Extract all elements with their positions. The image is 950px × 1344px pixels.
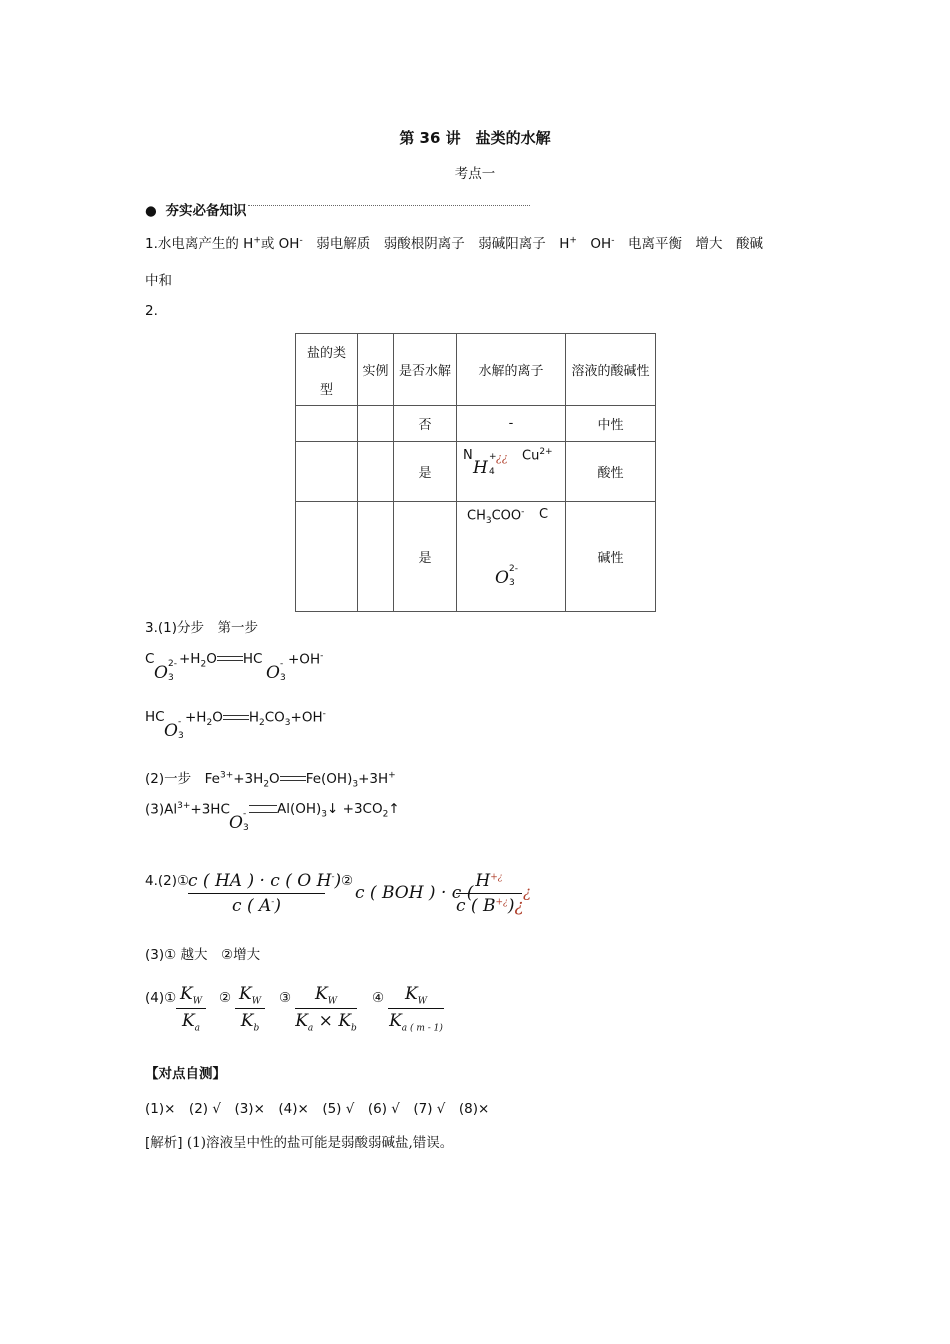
table-row: 是 N H + ¿¿ 4 $Cu^{2+}$ 酸性 bbox=[296, 442, 656, 502]
fraction-kw-kakb: $K_W$ $K_a \times K_b$ bbox=[295, 984, 357, 1034]
circle-3: ③ bbox=[279, 990, 292, 1006]
item3-line2: (2)一步 $Fe^{3+}+3H_2O$ $Fe(OH)_3+3H^+$ bbox=[145, 770, 396, 790]
expr-2-tail: ¿ bbox=[523, 883, 532, 901]
circle-4: ④ bbox=[372, 990, 385, 1006]
equation-2: HC O - 3 $+H_2O$ $H_2CO_3+OH^-$ bbox=[145, 709, 326, 741]
page-title: 第 36 讲 盐类的水解 bbox=[399, 129, 551, 147]
fraction-kw-ka: $K_W$ $K_a$ bbox=[176, 984, 206, 1034]
fraction-2: H+¿ c ( B+¿)¿ bbox=[456, 871, 524, 916]
table-row: 否 - 中性 bbox=[296, 406, 656, 442]
fraction-1: c ( HA ) · c ( O H-) c ( A-) bbox=[188, 871, 342, 916]
circle-2: ② bbox=[341, 873, 354, 889]
section-heading-text: 夯实必备知识 bbox=[165, 203, 247, 219]
item2-label: 2. bbox=[145, 303, 158, 319]
item4-label: 4.(2)① bbox=[145, 873, 190, 889]
header-example: 实例 bbox=[358, 334, 394, 406]
self-test-heading: 【对点自测】 bbox=[145, 1066, 226, 1082]
header-salt-type: 盐的类 型 bbox=[296, 334, 358, 406]
header-hydrolysis: 是否水解 bbox=[394, 334, 457, 406]
section-heading bbox=[145, 199, 246, 219]
item3-line3: $(3)Al^{3+}+3HC$ O - 3 $Al(OH)_3↓$ $+3CO_2↑$ bbox=[145, 801, 400, 833]
fraction-kw-kb: $K_W$ $K_b$ bbox=[235, 984, 265, 1034]
item1-line2: 中和 bbox=[145, 273, 172, 289]
analysis: [解析] (1)溶液呈中性的盐可能是弱酸弱碱盐,错误。 bbox=[145, 1135, 454, 1151]
equilibrium-arrow-icon bbox=[280, 775, 306, 783]
fraction-kw-kam1: $K_W$ $K_{a ( m - 1)}$ bbox=[389, 984, 443, 1034]
equation-1: C O 2- 3 $+H_2O$ HC O - 3 +OH- bbox=[145, 651, 324, 683]
equilibrium-arrow-icon bbox=[217, 655, 243, 663]
expr-2: c ( BOH ) · c ( bbox=[355, 883, 474, 903]
double-line-icon bbox=[249, 805, 277, 813]
item3-line1: 3.(1)分步 第一步 bbox=[145, 620, 259, 636]
header-ions: 水解的离子 bbox=[457, 334, 566, 406]
item4-line4-label: (4)① bbox=[145, 990, 177, 1006]
item1-line1: 1.水电离产生的 H+或 OH- 弱电解质 弱酸根阴离子 弱碱阳离子 H+ OH- 电离平衡 增大 酸碱 bbox=[145, 235, 763, 252]
self-test-answers: (1)× (2) √ (3)× (4)× (5) √ (6) √ (7) √ (8)× bbox=[145, 1101, 490, 1117]
item4-line3: (3)① 越大 ②增大 bbox=[145, 947, 261, 963]
table-row: 是 $CH_3COO^-$ C O 2- 3 碱性 bbox=[296, 502, 656, 612]
bullet-icon: ● bbox=[145, 203, 157, 219]
header-acidity: 溶液的酸碱性 bbox=[566, 334, 656, 406]
section-subtitle: 考点一 bbox=[454, 166, 496, 182]
dotted-divider bbox=[248, 205, 530, 206]
circle-2b: ② bbox=[219, 990, 232, 1006]
hydrolysis-table bbox=[295, 333, 656, 612]
equilibrium-arrow-icon bbox=[223, 714, 249, 722]
